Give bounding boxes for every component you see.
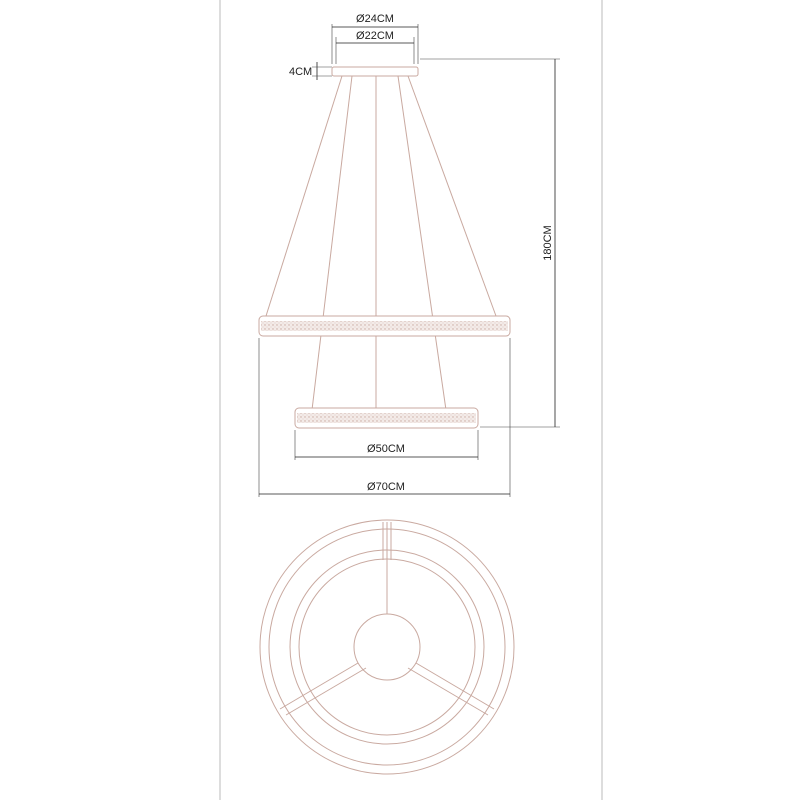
upper-ring-crystal <box>261 321 508 331</box>
plan-spokes <box>280 522 494 715</box>
side-elevation-view <box>259 67 510 428</box>
lower-ring-crystal <box>297 413 476 423</box>
suspension-cables <box>266 76 496 410</box>
total-height-label: 180CM <box>542 225 554 261</box>
upper-ring-diameter-label: Ø70CM <box>367 481 405 493</box>
canopy-height-label: 4CM <box>289 66 313 78</box>
plan-canopy <box>354 614 420 680</box>
page-frame <box>220 0 602 800</box>
lower-ring-diameter-label: Ø50CM <box>367 443 405 455</box>
ceiling-canopy <box>332 67 418 76</box>
canopy-outer-diameter-label: Ø24CM <box>356 13 394 25</box>
bottom-plan-view <box>260 520 514 774</box>
canopy-inner-diameter-label: Ø22CM <box>356 30 394 42</box>
